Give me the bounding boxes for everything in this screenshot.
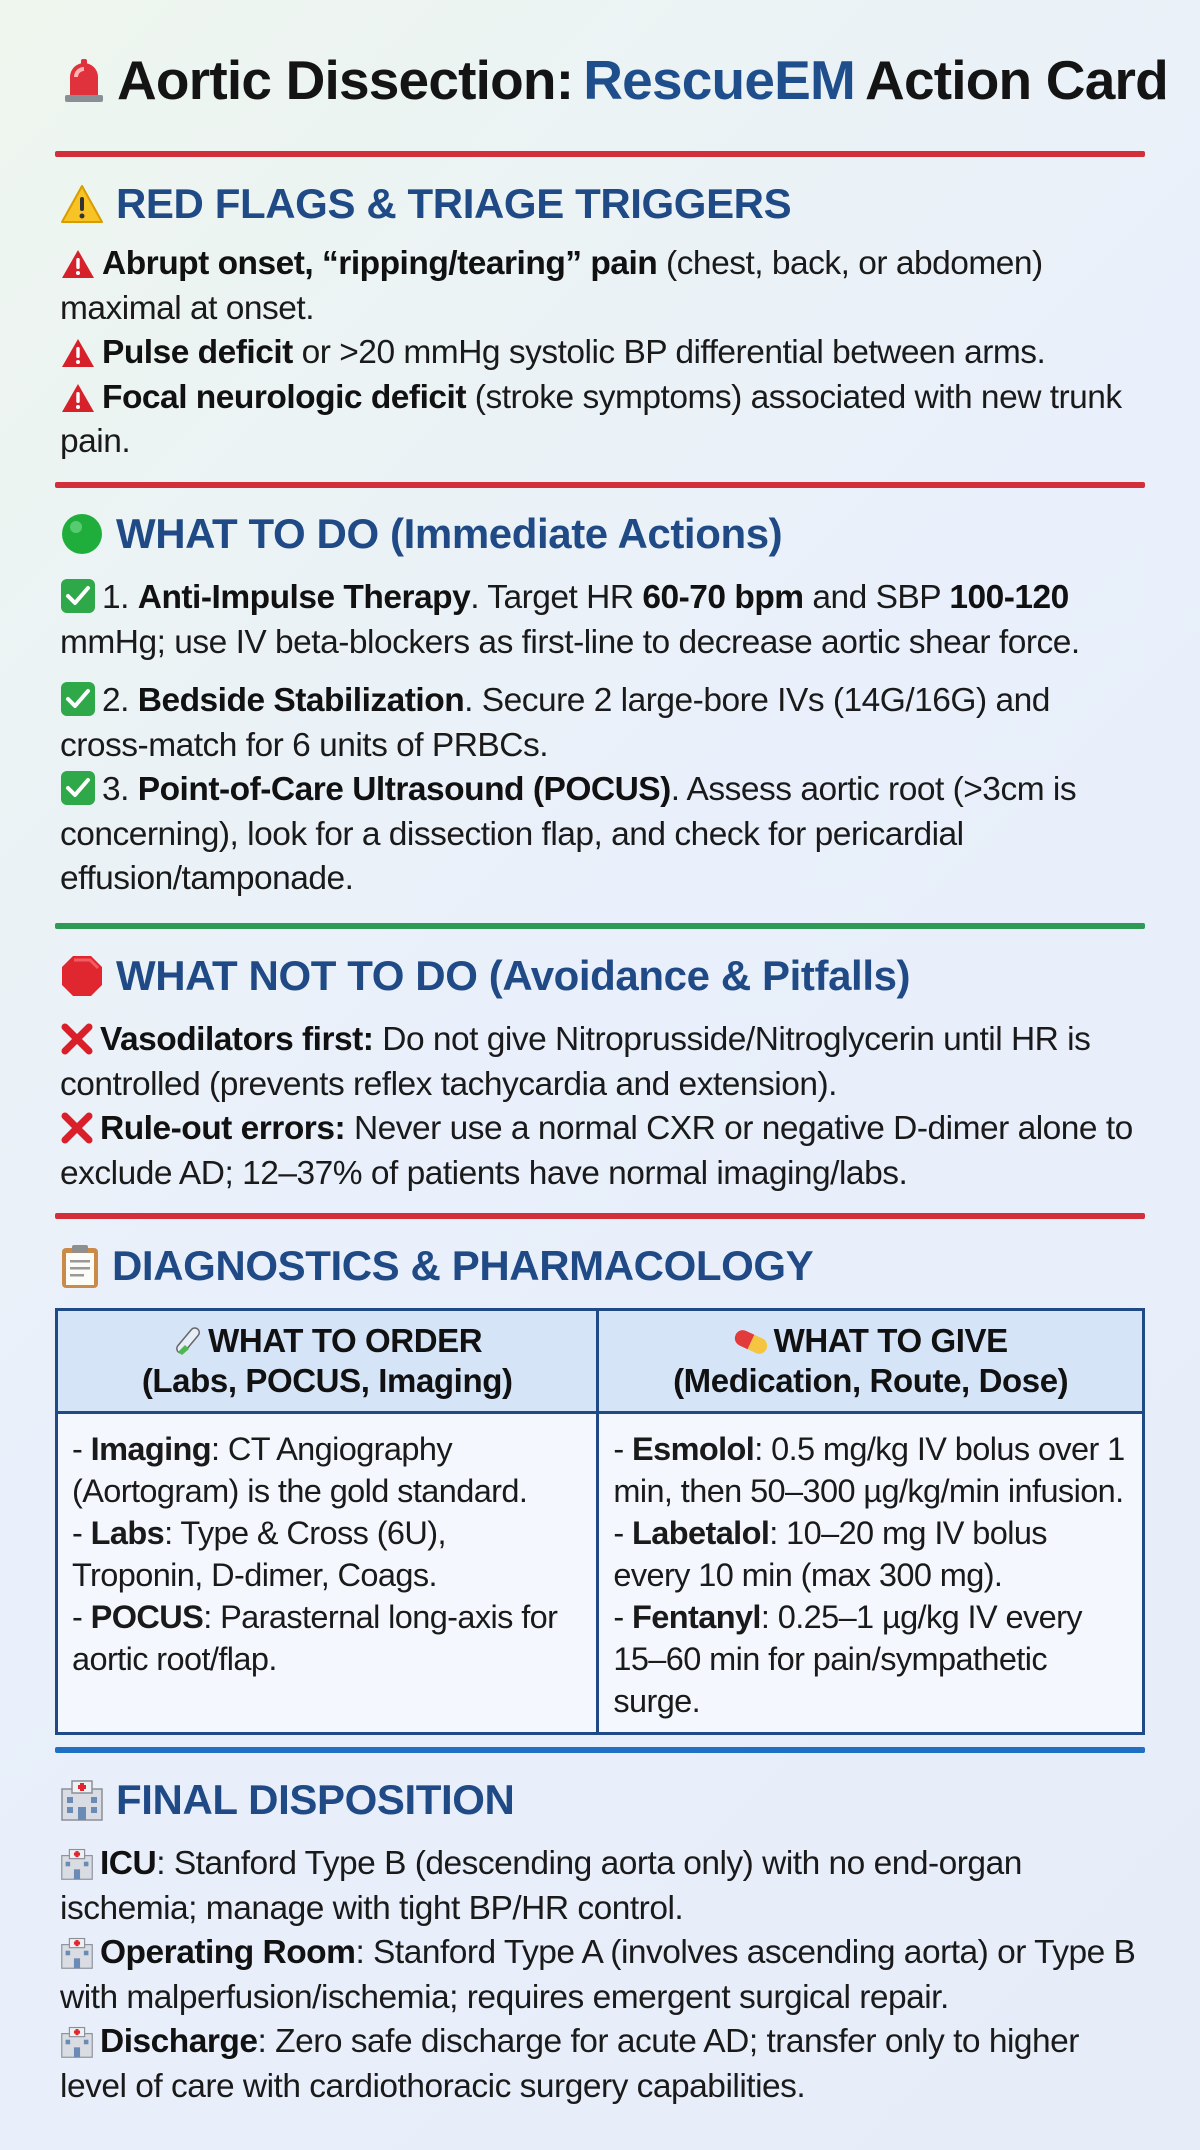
section-heading [60,508,1145,560]
item-text: . Assess aortic root (>3cm is concerning), look for a dissection flap, and check for pericardial effusion/tamponade. [60,771,1077,897]
check-box-icon [60,681,96,717]
list-item [60,376,1145,465]
title-accent: RescueEM [583,49,856,111]
cross-mark-icon [60,1022,94,1056]
stop-sign-icon [60,954,104,998]
item-text: : Zero safe discharge for acute AD; transfer only to higher level of care with cardiothoracic surgery capabilities. [60,2023,1079,2105]
diagnostics-table [55,1308,1145,1735]
give-column-title: WHAT TO GIVE [773,1322,1008,1359]
item-text: or >20 mmHg systolic BP differential between arms. [292,334,1046,371]
divider [55,1747,1145,1753]
page-title [61,48,1168,112]
title-prefix: Aortic Dissection: [117,49,574,111]
item-bold: Labs [90,1515,165,1551]
item-bold: Labetalol [632,1515,770,1551]
red-warning-icon [60,337,96,369]
green-circle-icon [60,512,104,556]
item-bold: Vasodilators first: [100,1021,374,1058]
warning-icon [60,184,104,224]
item-bold: Bedside Stabilization [137,682,465,719]
list-item [60,679,1145,768]
list-item: - Fentanyl: 0.25–1 µg/kg IV every 15–60 min for pain/sympathetic surge. [613,1599,1082,1719]
clipboard-icon [60,1243,100,1289]
order-column-subtitle: (Labs, POCUS, Imaging) [141,1362,513,1399]
list-item [60,242,1145,331]
item-bold: Esmolol [632,1431,755,1467]
list-item [60,1107,1145,1196]
disposition-list [60,1842,1145,2109]
list-item [60,1842,1145,1931]
item-bold: 100-120 [949,579,1069,616]
order-cell [57,1413,598,1734]
list-item: - Imaging: CT Angiography (Aortogram) is the gold standard. [72,1431,528,1509]
hospital-icon [60,2026,94,2058]
item-text: : CT Angiography (Aortogram) is the gold standard. [72,1431,528,1509]
item-text: Never use a normal CXR or negative D-dimer alone to exclude AD; 12–37% of patients have normal imaging/labs. [60,1110,1133,1192]
item-text: mmHg; use IV beta-blockers as first-line to decrease aortic shear force. [60,623,1080,661]
list-item [60,1018,1145,1107]
item-bold: Anti-Impulse Therapy [137,579,471,616]
divider [55,923,1145,929]
item-bold: POCUS [90,1599,204,1635]
give-cell [598,1413,1144,1734]
order-column-header [57,1310,598,1413]
hospital-icon [60,1937,94,1969]
item-bold: Operating Room [100,1934,356,1971]
what-not-to-do-heading: WHAT NOT TO DO (Avoidance & Pitfalls) [116,952,911,999]
red-flags-list [60,242,1145,465]
item-text: Do not give Nitroprusside/Nitroglycerin until HR is controlled (prevents reflex tachycardia and extension). [60,1021,1091,1103]
table-header-row [57,1310,1144,1413]
what-not-to-do-list [60,1018,1145,1196]
order-column-title: WHAT TO ORDER [208,1322,483,1359]
diagnostics-section [60,1240,1145,1292]
check-box-icon [60,770,96,806]
item-number: 3. [102,771,138,808]
title-suffix: Action Card [865,49,1168,111]
item-text: : Stanford Type B (descending aorta only) with no end-organ ischemia; manage with tight BP/HR control. [60,1845,1022,1927]
item-text: : 0.5 mg/kg IV bolus over 1 min, then 50–300 µg/kg/min infusion. [613,1431,1125,1509]
item-text: . Target HR [470,579,643,616]
what-to-do-list [60,576,1145,902]
disposition-section [60,1774,1145,2109]
item-text: and SBP [803,579,950,616]
divider [55,1213,1145,1219]
item-bold: Discharge [100,2023,258,2060]
list-item: - POCUS: Parasternal long-axis for aortic root/flap. [72,1599,558,1677]
red-warning-icon [60,382,96,414]
disposition-heading: FINAL DISPOSITION [116,1776,515,1823]
item-text: : Type & Cross (6U), Troponin, D-dimer, Coags. [72,1515,446,1593]
section-heading [60,178,1145,230]
what-not-to-do-section [60,950,1145,1196]
red-flags-heading: RED FLAGS & TRIAGE TRIGGERS [116,180,792,227]
item-bold: Rule-out errors: [100,1110,346,1147]
item-bold: 60-70 bpm [642,579,804,616]
hospital-icon [60,1779,104,1821]
item-text: : 10–20 mg IV bolus every 10 min (max 300 mg). [613,1515,1047,1593]
divider [55,482,1145,488]
list-item [60,576,1145,665]
list-item [60,2020,1145,2109]
hospital-icon [60,1848,94,1880]
list-item [60,768,1145,902]
item-number: 2. [102,682,138,719]
item-bold: Abrupt onset, “ripping/tearing” pain [102,245,658,282]
list-item: - Esmolol: 0.5 mg/kg IV bolus over 1 min, then 50–300 µg/kg/min infusion. [613,1431,1125,1509]
item-text: (chest, back, or abdomen) maximal at onset. [60,245,1043,327]
what-to-do-heading: WHAT TO DO (Immediate Actions) [116,510,783,557]
check-box-icon [60,578,96,614]
give-column-subtitle: (Medication, Route, Dose) [673,1362,1069,1399]
list-item [60,331,1145,376]
pill-icon [734,1330,768,1354]
give-column-header [598,1310,1144,1413]
list-item: - Labs: Type & Cross (6U), Troponin, D-dimer, Coags. [72,1515,446,1593]
red-warning-icon [60,248,96,280]
section-heading [60,1774,1145,1826]
section-heading [60,1240,1145,1292]
item-bold: Imaging [90,1431,212,1467]
item-bold: Point-of-Care Ultrasound (POCUS) [137,771,671,808]
item-bold: ICU [100,1845,157,1882]
item-bold: Focal neurologic deficit [102,378,466,416]
item-number: 1. [102,579,138,616]
item-bold: Pulse deficit [102,334,293,371]
test-tube-icon [172,1326,202,1356]
item-bold: Fentanyl [632,1599,761,1635]
item-text: (stroke symptoms) associated with new trunk pain. [60,378,1122,460]
what-to-do-section [60,508,1145,902]
list-item: - Labetalol: 10–20 mg IV bolus every 10 min (max 300 mg). [613,1515,1047,1593]
item-text: : Stanford Type A (involves ascending aorta) or Type B with malperfusion/ischemia; requires emergent surgical repair. [60,1934,1136,2016]
red-flags-section [60,178,1145,465]
section-heading [60,950,1145,1002]
list-item [60,1931,1145,2020]
cross-mark-icon [60,1111,94,1145]
item-text: : 0.25–1 µg/kg IV every 15–60 min for pain/sympathetic surge. [613,1599,1082,1719]
divider [55,151,1145,157]
item-text: : Parasternal long-axis for aortic root/flap. [72,1599,558,1677]
table-row [57,1413,1144,1734]
item-text: . Secure 2 large-bore IVs (14G/16G) and cross-match for 6 units of PRBCs. [60,682,1050,764]
siren-icon [61,57,107,103]
diagnostics-heading: DIAGNOSTICS & PHARMACOLOGY [112,1242,814,1289]
